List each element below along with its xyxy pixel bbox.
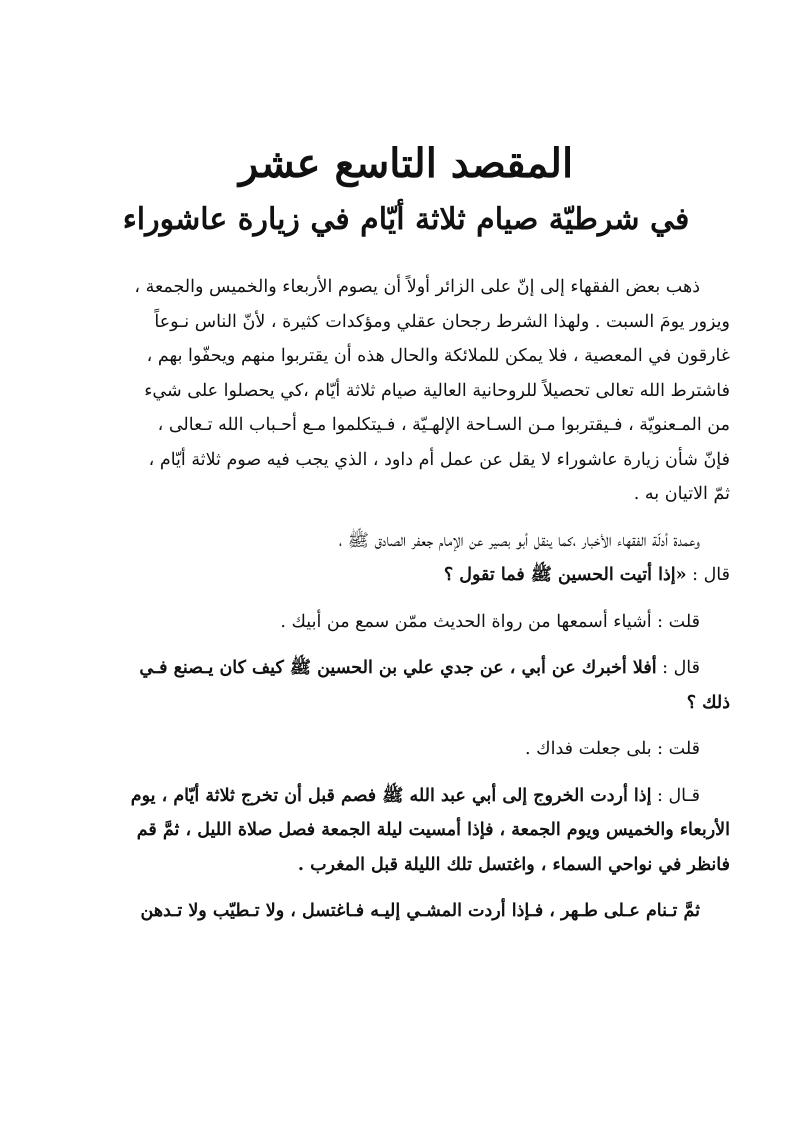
text-line [82, 558, 730, 593]
paragraph-answer [82, 732, 730, 767]
text-line [82, 651, 730, 686]
page-title: المقصد التاسع عشر [238, 140, 574, 187]
text-line: قلت : أشياء أسمعها من رواة الحديث ممّن سمع من أبيك . [280, 611, 700, 632]
text-line: فإنّ شأن زيارة عاشوراء لا يقل عن عمل أم داود ، الذي يجب فيه صوم ثلاثة أيّام ، [148, 449, 730, 470]
speaker-label: قـال : [651, 785, 700, 806]
text-line: من المـعنويّة ، فـيقتربوا مـن السـاحة الإلهـيّة ، فـيتكلموا مـع أحـباب الله تـعالى ، [157, 415, 730, 435]
text-line: ثمّ الاتيان به . [633, 484, 730, 504]
text-line: الأربعاء والخميس ويوم الجمعة ، فإذا أمسيت ليلة الجمعة فصل صلاة الليل ، ثمَّ قم [136, 820, 730, 840]
page-subtitle: في شرطيّة صيام ثلاثة أيّام في زيارة عاشوراء [122, 202, 690, 237]
body-text [82, 270, 730, 929]
text-line [82, 779, 730, 814]
quoted-text: أفلا أخبرك عن أبي ، عن جدي علي بن الحسين ﷺ كيف كان يـصنع فـي [139, 658, 657, 678]
text-line: قلت : بلى جعلت فداك . [525, 739, 700, 759]
paragraph-continuation [82, 894, 730, 929]
paragraph-question [82, 651, 730, 720]
paragraph-evidence [82, 524, 730, 593]
speaker-label: قال : [656, 658, 700, 678]
speaker-label: قال : [686, 565, 730, 585]
text-line: فانظر في نواحي السماء ، واغتسل تلك الليلة قبل المغرب . [297, 854, 730, 875]
text-line: غارقون في المعصية ، فلا يمكن للملائكة والحال هذه أن يقتربوا منهم ويحفّوا بهم ، [146, 346, 730, 366]
text-line: ويزور يومَ السبت . ولهذا الشرط رجحان عقلي ومؤكدات كثيرة ، لأنّ الناس نـوعاً [154, 311, 730, 332]
text-line: ذهب بعض الفقهاء إلى إنّ على الزائر أولاً أن يصوم الأربعاء والخميس والجمعة ، [134, 277, 700, 297]
text-line: وعمدة أدلّة الفقهاء الأخبار ،كما ينقل أبو بصير عن الإمام جعفر الصادق ﷺ ، [338, 530, 700, 551]
text-line: فاشترط الله تعالى تحصيلاً للروحانية العالية صيام ثلاثة أيّام ،كي يحصلوا على شيء [144, 380, 730, 401]
quoted-text: إذا أردت الخروج إلى أبي عبد الله ﷺ فصم قبل أن تخرج ثلاثة أيّام ، يوم [130, 785, 652, 806]
quoted-text: «إذا أتيت الحسين ﷺ فما تقول ؟ [443, 565, 687, 585]
paragraph-reply [82, 605, 730, 640]
paragraph-fasting-condition [82, 270, 730, 512]
paragraph-instructions [82, 779, 730, 883]
text-line: ذلك ؟ [686, 692, 730, 713]
text-line: ثمَّ تـنام عـلى طـهر ، فـإذا أردت المشـي إليـه فـاغتسل ، ولا تـطيّب ولا تـدهن [140, 901, 700, 921]
